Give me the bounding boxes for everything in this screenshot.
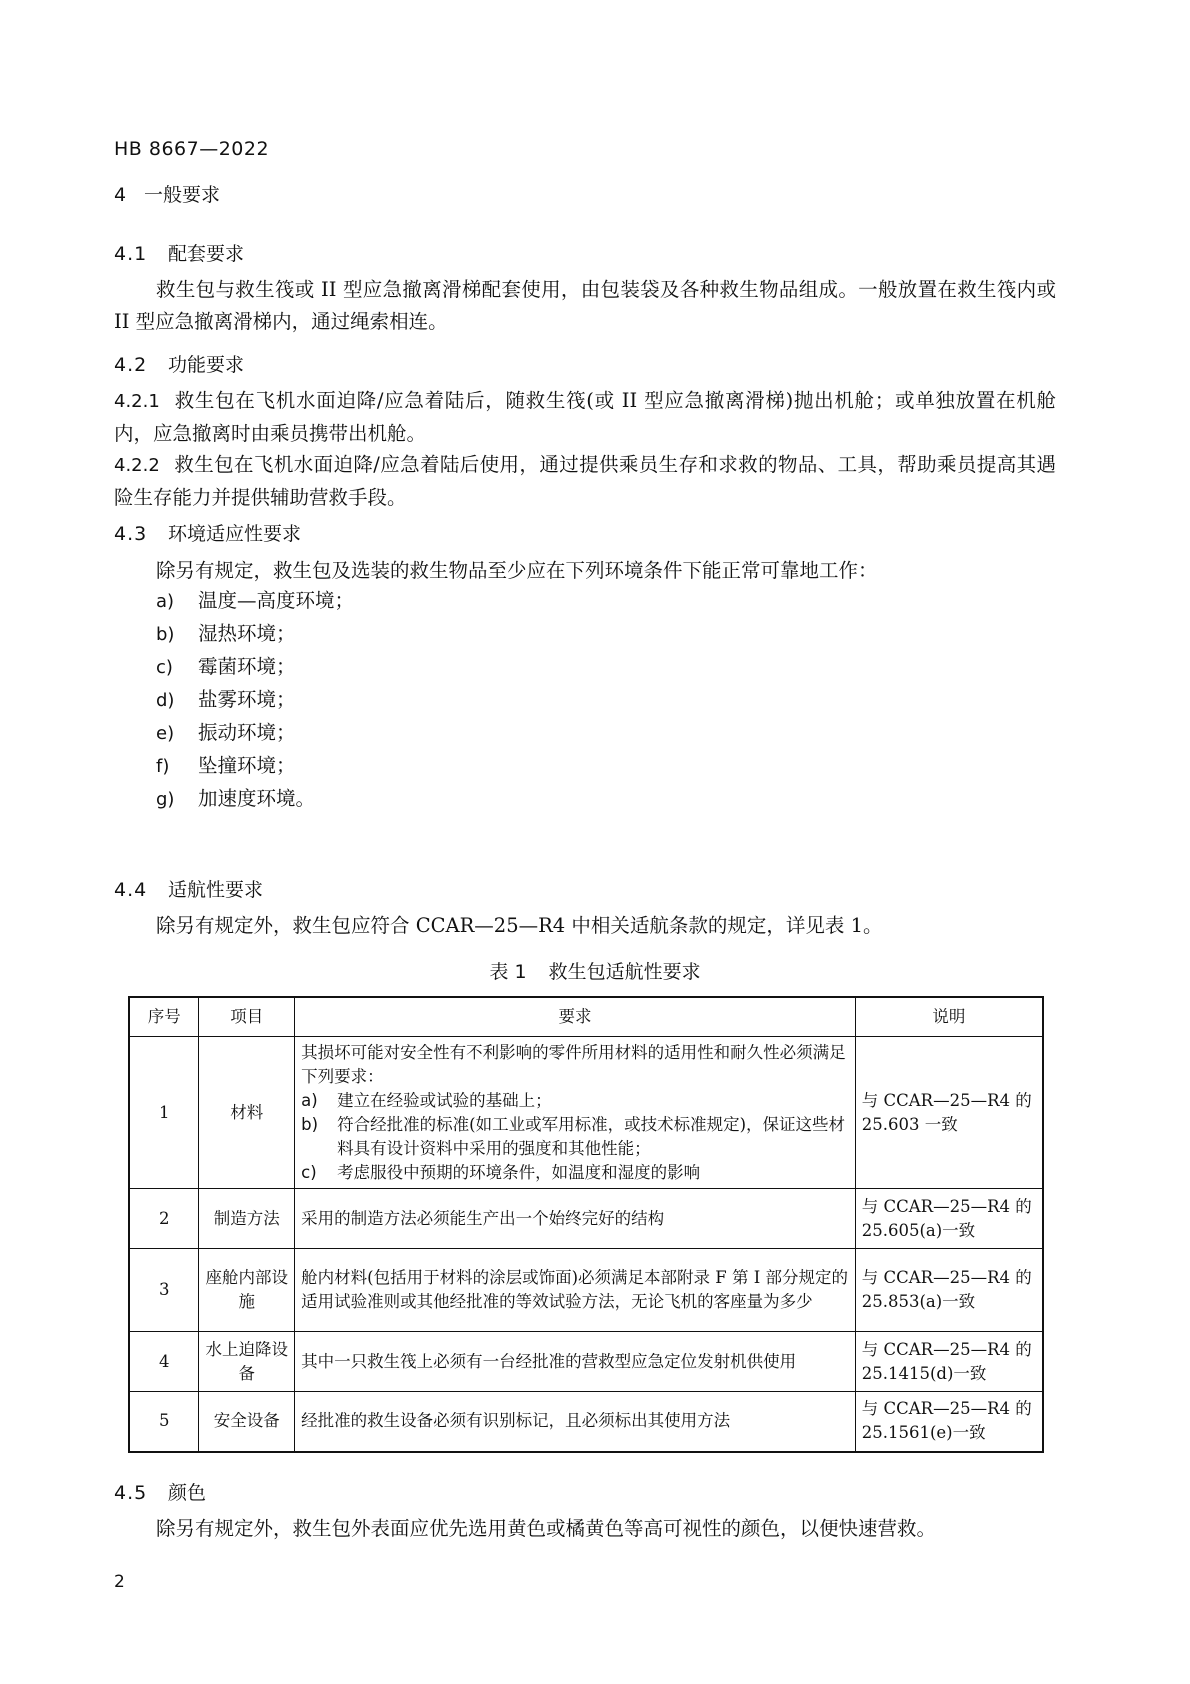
list-item: c) 霉菌环境； <box>156 655 296 678</box>
row-number: 1 <box>129 1037 199 1189</box>
table-row <box>129 1189 1043 1249</box>
section-title: 环境适应性要求 <box>168 523 302 545</box>
row-requirement: 经批准的救生设备必须有识别标记，且必须标出其使用方法 <box>295 1392 856 1452</box>
section-number: 4.1 <box>114 243 148 265</box>
section-4-4-paragraph: 除另有规定外，救生包应符合 CCAR—25—R4 中相关适航条款的规定，详见表 1。 <box>156 914 883 937</box>
section-4-1-paragraph: 救生包与救生筏或 II 型应急撤离滑梯配套使用，由包装袋及各种救生物品组成。一般放置在救生筏内或 II 型应急撤离滑梯内，通过绳索相连。 <box>114 278 1056 333</box>
list-item: g) 加速度环境。 <box>156 787 316 810</box>
section-number: 4.4 <box>114 879 148 901</box>
row-note: 与 CCAR—25—R4 的 25.603 一致 <box>855 1037 1043 1189</box>
section-title: 适航性要求 <box>168 879 264 901</box>
section-4-3-intro: 除另有规定，救生包及选装的救生物品至少应在下列环境条件下能正常可靠地工作： <box>156 559 878 582</box>
section-number: 4.3 <box>114 523 148 545</box>
table-row <box>129 1249 1043 1332</box>
section-4-2-heading <box>114 350 244 377</box>
table-row <box>129 1392 1043 1452</box>
row-note: 与 CCAR—25—R4 的 25.1561(e)一致 <box>855 1392 1043 1452</box>
section-title: 功能要求 <box>168 354 245 376</box>
table-row <box>129 1037 1043 1189</box>
clause-4-2-2 <box>114 449 1056 514</box>
row-note: 与 CCAR—25—R4 的 25.1415(d)一致 <box>855 1332 1043 1392</box>
table-header-row <box>129 997 1043 1037</box>
section-title: 一般要求 <box>144 184 221 206</box>
row-item: 安全设备 <box>199 1392 295 1452</box>
row-item: 制造方法 <box>199 1189 295 1249</box>
list-item: a) 温度—高度环境； <box>156 589 355 612</box>
section-4-1-heading <box>114 239 244 266</box>
column-header: 说明 <box>855 997 1043 1037</box>
list-item: e) 振动环境； <box>156 721 296 744</box>
row-note: 与 CCAR—25—R4 的 25.605(a)一致 <box>855 1189 1043 1249</box>
table-caption <box>0 957 1190 984</box>
environment-list <box>156 585 354 816</box>
row-requirement: 采用的制造方法必须能生产出一个始终完好的结构 <box>295 1189 856 1249</box>
clause-text: 救生包在飞机水面迫降/应急着陆后，随救生筏(或 II 型应急撤离滑梯)抛出机舱；或单独放置在机舱内，应急撤离时由乘员携带出机舱。 <box>114 389 1056 445</box>
row-item: 水上迫降设备 <box>199 1332 295 1392</box>
row-number: 5 <box>129 1392 199 1452</box>
list-item: b) 湿热环境； <box>156 622 296 645</box>
section-title: 配套要求 <box>168 243 245 265</box>
section-4-4-heading <box>114 875 263 902</box>
section-number: 4.5 <box>114 1482 148 1504</box>
section-4-5-paragraph: 除另有规定外，救生包外表面应优先选用黄色或橘黄色等高可视性的颜色，以便快速营救。 <box>156 1517 937 1540</box>
row-item: 材料 <box>199 1037 295 1189</box>
section-4-heading <box>114 180 220 207</box>
list-item: d) 盐雾环境； <box>156 688 296 711</box>
section-4-3-heading <box>114 519 301 546</box>
row-number: 4 <box>129 1332 199 1392</box>
clause-number: 4.2.1 <box>114 391 160 412</box>
row-requirement: 其损坏可能对安全性有不利影响的零件所用材料的适用性和耐久性必须满足下列要求： a) 建立在经验或试验的基础上； b) 符合经批准的标准(如工业或军用标准，或技术标准规定)，保证这些材料具有设计资料中采用的强度和其他性能； c) 考虑服役中预期的环境条件，如温度和湿度的影响 <box>295 1037 856 1189</box>
row-number: 3 <box>129 1249 199 1332</box>
clause-number: 4.2.2 <box>114 455 160 476</box>
clause-4-2-1 <box>114 385 1056 450</box>
row-number: 2 <box>129 1189 199 1249</box>
row-item: 座舱内部设施 <box>199 1249 295 1332</box>
section-title: 颜色 <box>168 1482 207 1504</box>
standard-number: HB 8667—2022 <box>114 138 270 160</box>
clause-text: 救生包在飞机水面迫降/应急着陆后使用，通过提供乘员生存和求救的物品、工具，帮助乘员提高其遇险生存能力并提供辅助营救手段。 <box>114 453 1056 509</box>
row-requirement: 舱内材料(包括用于材料的涂层或饰面)必须满足本部附录 F 第 I 部分规定的适用试验准则或其他经批准的等效试验方法，无论飞机的客座量为多少 <box>295 1249 856 1332</box>
table-row <box>129 1332 1043 1392</box>
table-number: 表 1 <box>489 961 527 983</box>
column-header: 序号 <box>129 997 199 1037</box>
column-header: 要求 <box>295 997 856 1037</box>
list-item: f) 坠撞环境； <box>156 754 296 777</box>
section-number: 4 <box>114 184 128 206</box>
row-note: 与 CCAR—25—R4 的 25.853(a)一致 <box>855 1249 1043 1332</box>
section-number: 4.2 <box>114 354 148 376</box>
page-number: 2 <box>114 1572 125 1592</box>
section-4-5-heading <box>114 1478 206 1505</box>
column-header: 项目 <box>199 997 295 1037</box>
airworthiness-table <box>128 996 1044 1453</box>
table-title: 救生包适航性要求 <box>548 961 701 983</box>
row-requirement: 其中一只救生筏上必须有一台经批准的营救型应急定位发射机供使用 <box>295 1332 856 1392</box>
